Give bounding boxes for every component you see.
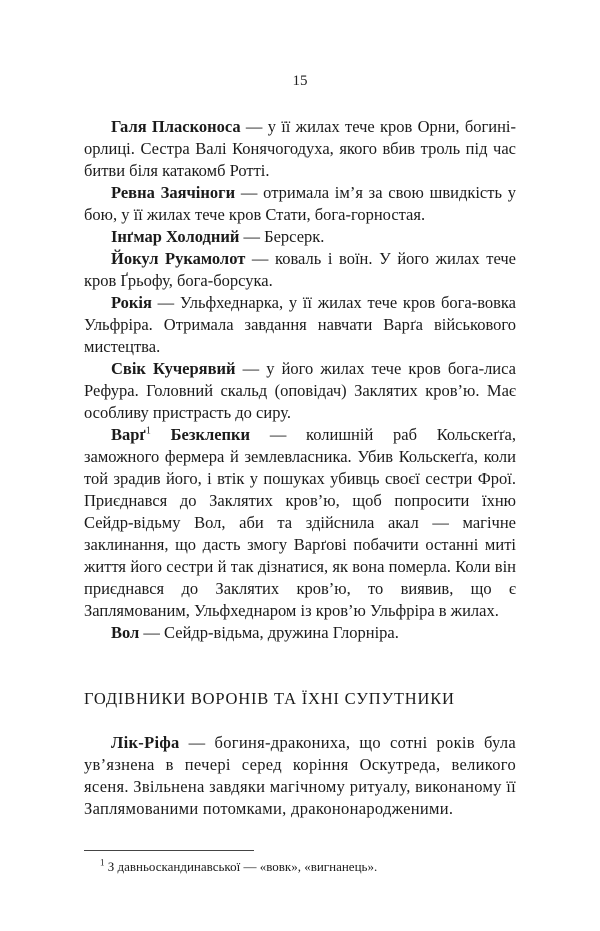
entry-name: Лік-Ріфа <box>111 733 180 752</box>
entry-text: — коваль і воїн. У його жилах тече кров Ґрьофу, бога-борсука. <box>84 249 516 290</box>
footnote-marker: 1 <box>100 857 105 868</box>
glossary-entry <box>84 182 516 226</box>
entry-name-rest: Безклепки <box>150 425 251 444</box>
glossary-entry <box>84 226 516 248</box>
entry-name: Рокія <box>111 293 152 312</box>
entry-name: Ревна Заячіноги <box>111 183 236 202</box>
entry-text: — отримала ім’я за свою швидкість у бою, у її жилах тече кров Стати, бога-горностая. <box>84 183 516 224</box>
entry-name: Варґ <box>111 425 146 444</box>
entry-text: — Сейдр-відьма, дружина Глорніра. <box>139 623 399 642</box>
glossary-entry <box>84 116 516 182</box>
entry-text: — колишній раб Кольскеґґа, заможного фермера й землевласника. Убив Кольскеґґа, коли той зрадив його, і втік у пошуках убивць своєї сестри Фрої. Приєднався до Заклятих кров’ю, щоб попросити їхню Сейдр-відьму Вол, аби та здійснила акал — магічне заклинання, що дасть змогу Варґові побачити останні миті життя його сестри й так дізнатися, як вона померла. Коли він приєднався до Заклятих кров’ю, то виявив, що є Заплямованим, Ульфхеднаром із кров’ю Ульфріра в жилах. <box>84 425 516 620</box>
footnote <box>84 858 516 875</box>
glossary-entry <box>84 292 516 358</box>
footnote-text: З давньоскандинавської — «вовк», «вигнанець». <box>104 859 378 874</box>
footnote-divider <box>84 850 254 851</box>
entry-text: — Ульфхеднарка, у її жилах тече кров бога-вовка Ульфріра. Отримала завдання навчати Варґа військового мистецтва. <box>84 293 516 356</box>
entry-text: — у його жилах тече кров бога-лиса Рефура. Головний скальд (оповідач) Заклятих кров’ю. Має особливу пристрасть до сиру. <box>84 359 516 422</box>
glossary-entry <box>84 248 516 292</box>
glossary-entry <box>84 424 516 622</box>
page-content <box>0 116 600 820</box>
entry-text: — богиня-дракониха, що сотні років була ув’язнена в печері серед коріння Оскутреда, великого ясеня. Звільнена завдяки магічному ритуалу, виконаному її Заплямованими потомками, дракононародженими. <box>84 733 516 818</box>
page-number: 15 <box>292 73 308 89</box>
entry-text: — у її жилах тече кров Орни, богині-орлиці. Сестра Валі Конячогодуха, якого вбив троль під час битви біля катакомб Ротті. <box>84 117 516 180</box>
glossary-entry <box>84 358 516 424</box>
entry-name: Галя Пласконоса <box>111 117 241 136</box>
entry-name: Свік Кучерявий <box>111 359 236 378</box>
footnote-reference-marker: 1 <box>145 425 151 437</box>
glossary-entry <box>84 732 516 820</box>
entry-name: Йокул Рукамолот <box>111 249 246 268</box>
entry-text: — Берсерк. <box>239 227 325 246</box>
footnote-area <box>84 850 516 875</box>
entry-name: Інґмар Холодний <box>111 227 240 246</box>
glossary-entry <box>84 622 516 644</box>
entry-name: Вол <box>111 623 140 642</box>
section-heading: ГОДІВНИКИ ВОРОНІВ ТА ЇХНІ СУПУТНИКИ <box>84 689 455 708</box>
